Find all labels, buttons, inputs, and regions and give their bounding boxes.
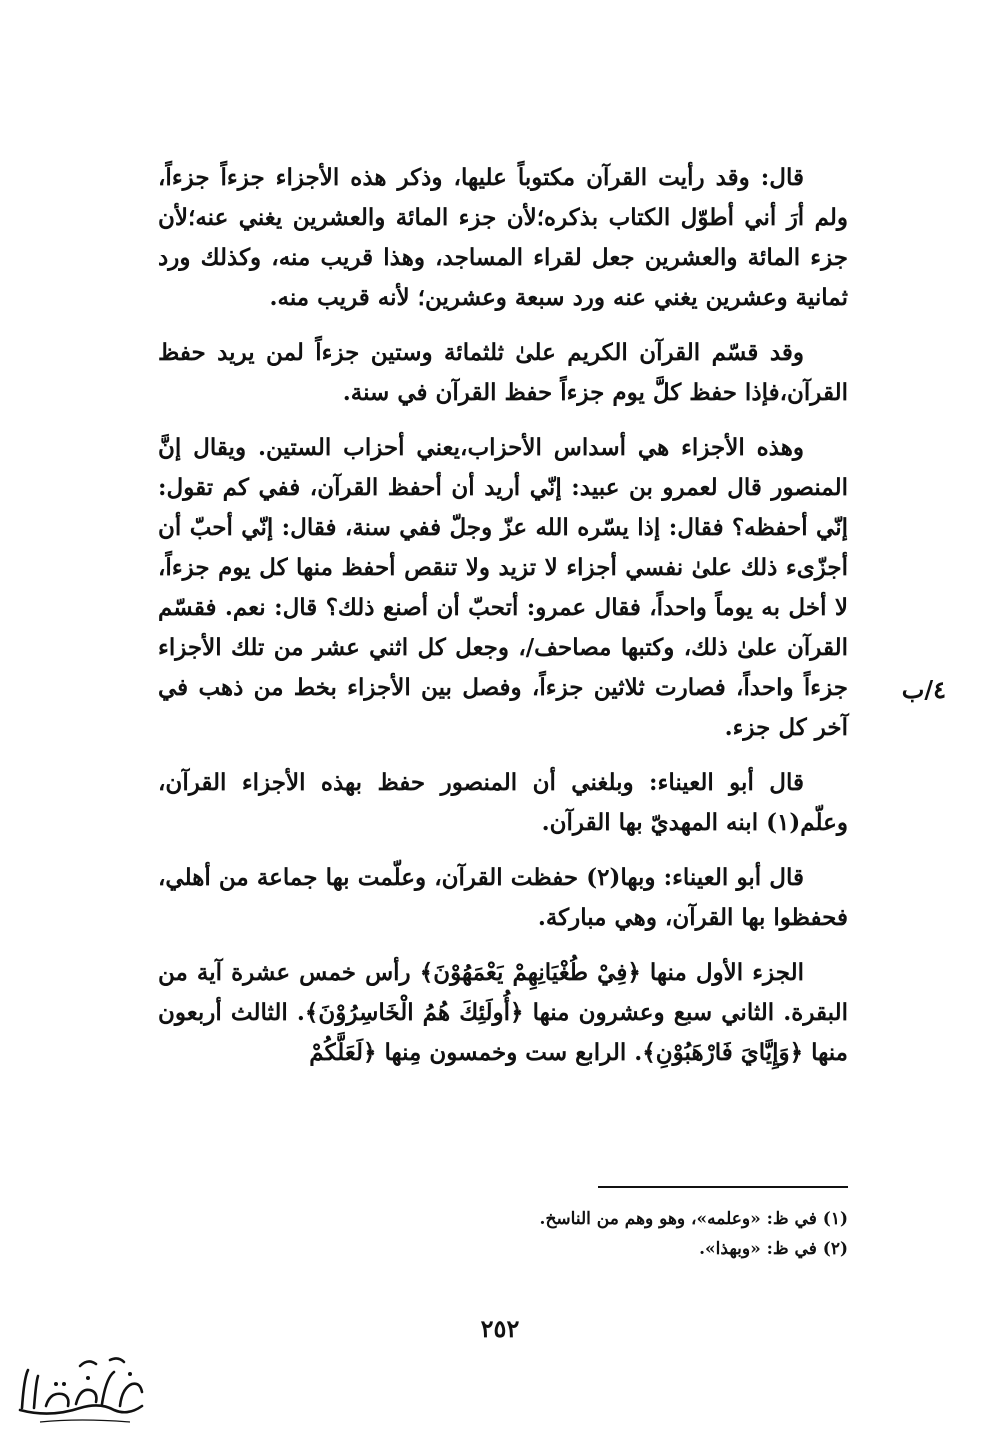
footnote-separator: [598, 1186, 848, 1188]
paragraph-4: قال أبو العيناء: وبلغني أن المنصور حفظ بهذه الأجزاء القرآن، وعلّم(١) ابنه المهديّ بها القرآن.: [158, 769, 848, 836]
calligraphy-logo: [10, 1348, 150, 1428]
paragraph-6: الجزء الأول منها ﴿فِيْ طُغْيَانِهِمْ يَعْمَهُوْنَ﴾ رأس خمس عشرة آية من البقرة. الثاني سبع وعشرون منها ﴿أُولَئِكَ هُمُ الْخَاسِرُوْنَ﴾. الثالث أربعون منها ﴿وَإِيَّايَ فَارْهَبُوْنِ﴾. الرابع ست وخمسون مِنها ﴿لَعَلَّكُمْ: [158, 959, 848, 1066]
footnote-1: (١) في ظ: «وعلمه»، وهو وهم من الناسخ.: [539, 1209, 848, 1229]
footnote-2: (٢) في ظ: «وبهذا».: [699, 1239, 848, 1259]
paragraph-2: وقد قسّم القرآن الكريم علىٰ ثلثمائة وستين جزءاً لمن يريد حفظ القرآن،فإذا حفظ كلَّ يوم جزءاً حفظ القرآن في سنة.: [158, 339, 848, 406]
paragraph-3: وهذه الأجزاء هي أسداس الأحزاب،يعني أحزاب الستين. ويقال إنَّ المنصور قال لعمرو بن عبيد: إنّي أريد أن أحفظ القرآن، ففي كم تقول: إنّي أحفظه؟ فقال: إذا يسّره الله عزّ وجلّ ففي سنة، فقال: إنّي أحبّ أن أجزّىء ذلك علىٰ نفسي أجزاء لا تزيد ولا تنقص أحفظ منها كل يوم جزءاً، لا أخل به يوماً واحداً، فقال عمرو: أتحبّ أن أصنع ذلك؟ قال: نعم. فقسّم القرآن علىٰ ذلك، وكتبها مصاحف/، وجعل كل اثني عشر من تلك الأجزاء جزءاً واحداً، فصارت ثلاثين جزءاً، وفصل بين الأجزاء بخط من ذهب في آخر كل جزء.: [158, 434, 848, 741]
paragraph-1: قال: وقد رأيت القرآن مكتوباً عليها، وذكر هذه الأجزاء جزءاً جزءاً، ولم أرَ أني أطوّل الكتاب بذكره؛لأن جزء المائة والعشرين يغني عنه؛لأن جزء المائة والعشرين جعل لقراء المساجد، وهذا قريب منه، وكذلك ورد ثمانية وعشرين يغني عنه ورد سبعة وعشرين؛ لأنه قريب منه.: [158, 164, 848, 311]
footnotes: [300, 1204, 848, 1264]
margin-folio-note: ٤/ب: [901, 675, 946, 704]
page-number: ٢٥٢: [480, 1314, 520, 1343]
calligraphy-logo-icon: [10, 1348, 150, 1428]
paragraph-5: قال أبو العيناء: وبها(٢) حفظت القرآن، وعلّمت بها جماعة من أهلي، فحفظوا بها القرآن، وهي مباركة.: [158, 864, 848, 931]
main-text: [158, 158, 848, 1087]
